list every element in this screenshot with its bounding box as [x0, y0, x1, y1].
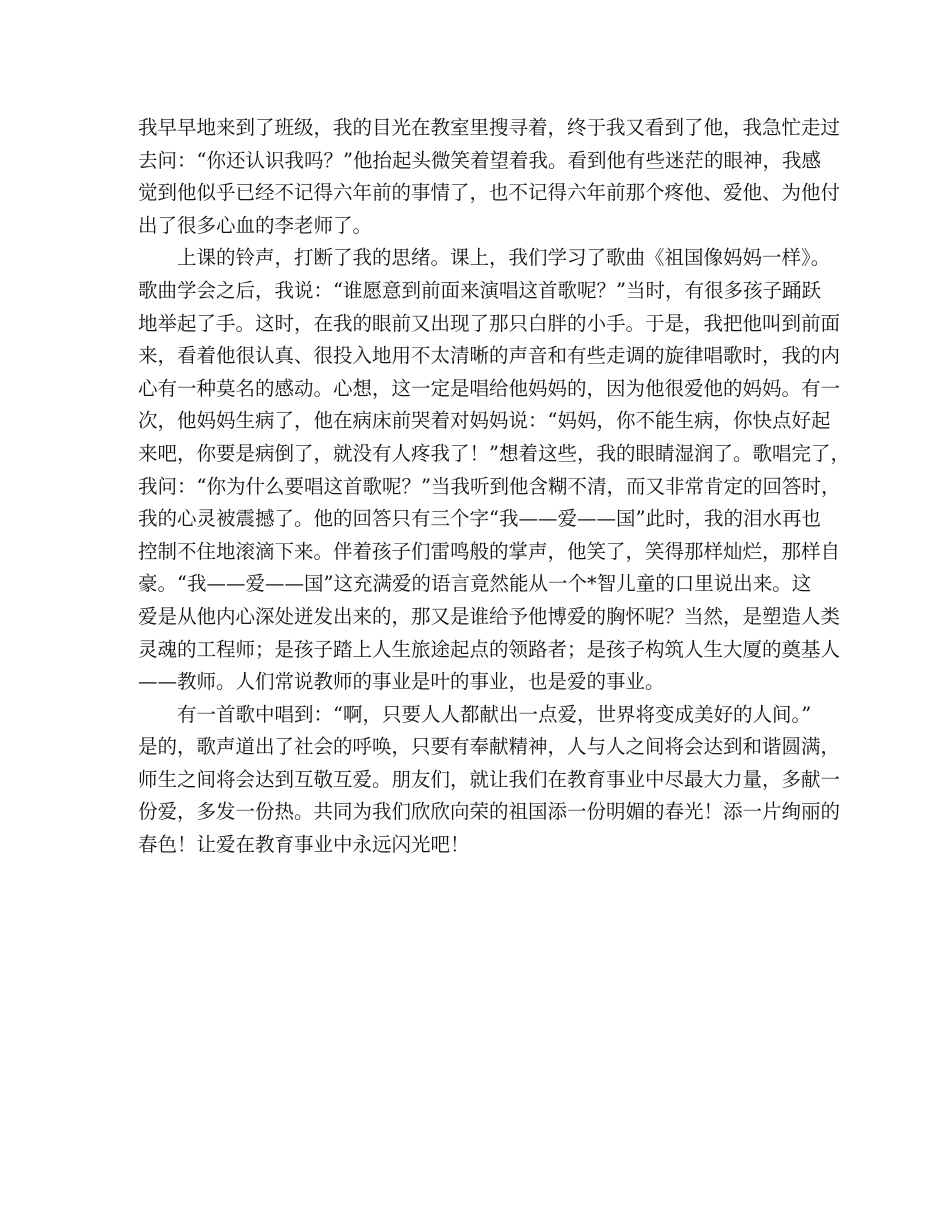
text-line: ——教师。人们常说教师的事业是叶的事业，也是爱的事业。	[138, 670, 665, 694]
text-line: 是的，歌声道出了社会的呼唤，只要有奉献精神，人与人之间将会达到和谐圆满，	[138, 735, 841, 759]
text-line: 我问：“你为什么要唱这首歌呢？”当我听到他含糊不清，而又非常肯定的回答时，	[138, 474, 841, 498]
text-line: 来吧，你要是病倒了，就没有人疼我了！”想着这些，我的眼睛湿润了。歌唱完了，	[138, 441, 850, 465]
text-line: 份爱，多发一份热。共同为我们欣欣向荣的祖国添一份明媚的春光！添一片绚丽的	[138, 800, 841, 824]
text-line: 春色！让爱在教育事业中永远闪光吧！	[138, 833, 470, 857]
text-line: 豪。“我——爱——国”这充满爱的语言竟然能从一个*智儿童的口里说出来。这	[138, 572, 812, 596]
text-line: 次，他妈妈生病了，他在病床前哭着对妈妈说：“妈妈，你不能生病，你快点好起	[138, 409, 831, 433]
text-line: 师生之间将会达到互敬互爱。朋友们，就让我们在教育事业中尽最大力量，多献一	[138, 767, 841, 791]
text-line: 我早早地来到了班级，我的目光在教室里搜寻着，终于我又看到了他，我急忙走过	[138, 116, 841, 139]
text-line: 去问：“你还认识我吗？”他抬起头微笑着望着我。看到他有些迷茫的眼神，我感	[138, 148, 821, 172]
text-line: 心有一种莫名的感动。心想，这一定是唱给他妈妈的，因为他很爱他的妈妈。有一	[138, 376, 841, 400]
text-line: 我的心灵被震撼了。他的回答只有三个字“我——爱——国”此时，我的泪水再也	[138, 507, 821, 531]
text-line: 出了很多心血的李老师了。	[138, 213, 373, 237]
text-line: 爱是从他内心深处迸发出来的，那又是谁给予他博爱的胸怀呢？当然，是塑造人类	[138, 604, 841, 628]
text-line: 灵魂的工程师；是孩子踏上人生旅途起点的领路者；是孩子构筑人生大厦的奠基人	[138, 637, 841, 661]
text-line: 来，看着他很认真、很投入地用不太清晰的声音和有些走调的旋律唱歌时，我的内	[138, 344, 841, 368]
text-line: 控制不住地滚滴下来。伴着孩子们雷鸣般的掌声，他笑了，笑得那样灿烂，那样自	[138, 539, 841, 563]
text-line: 觉到他似乎已经不记得六年前的事情了，也不记得六年前那个疼他、爱他、为他付	[138, 181, 841, 205]
text-line: 有一首歌中唱到：“啊，只要人人都献出一点爱，世界将变成美好的人间。”	[138, 702, 812, 726]
document-body	[138, 112, 850, 862]
text-line: 歌曲学会之后，我说：“谁愿意到前面来演唱这首歌呢？”当时，有很多孩子踊跃	[138, 278, 821, 302]
text-line: 上课的铃声，打断了我的思绪。课上，我们学习了歌曲《祖国像妈妈一样》。	[138, 246, 831, 270]
text-line: 地举起了手。这时，在我的眼前又出现了那只白胖的小手。于是，我把他叫到前面	[138, 311, 841, 335]
